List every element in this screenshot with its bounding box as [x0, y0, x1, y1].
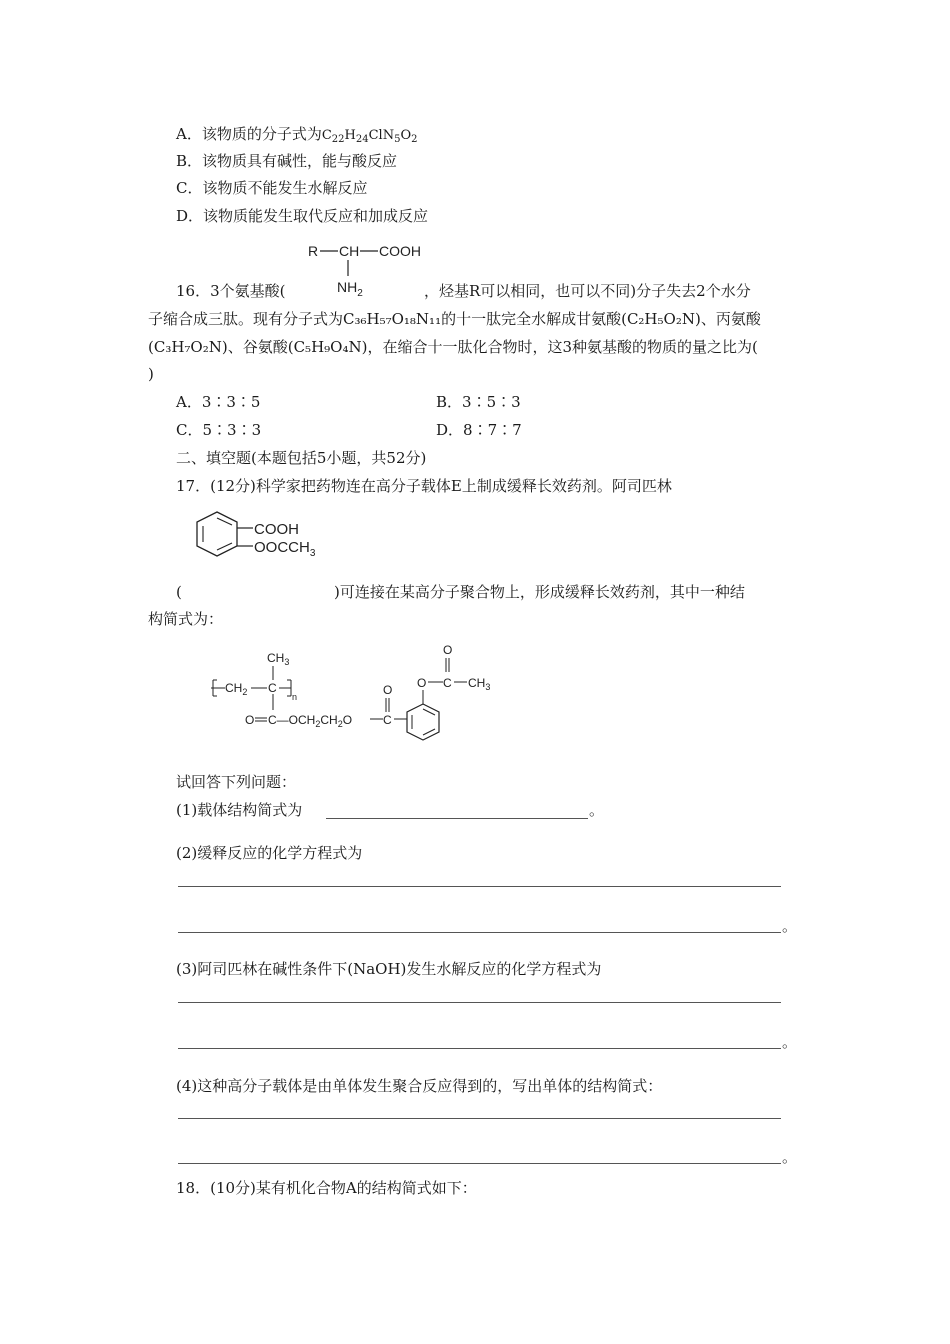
- polymer-ester: $C—OCH_2CH_2O$: [268, 713, 353, 729]
- amino-acid-r: R: [308, 243, 319, 259]
- q17-sub4-label: (4)这种高分子载体是由单体发生聚合反应得到的，写出单体的结构简式：: [176, 1077, 663, 1095]
- aspirin-oocch3: $OOCCH_3$: [254, 539, 316, 559]
- polymer-acetyl-c: C: [443, 676, 452, 690]
- q17-sub1-answer-line[interactable]: [326, 818, 588, 819]
- q17-sub1-end: 。: [589, 801, 605, 819]
- polymer-ester-o: O: [245, 713, 255, 727]
- q17-prompt: 试回答下列问题：: [176, 773, 297, 791]
- amino-acid-cooh: COOH: [379, 243, 421, 259]
- q16-line3: (C₃H₇O₂N)、谷氨酸(C₅H₉O₄N)，在缩合十一肽化合物时，这3种氨基酸的物质的量之比为(: [148, 338, 758, 356]
- aspirin-structure: [195, 510, 335, 570]
- polymer-structure: [205, 640, 505, 760]
- q18-intro: 18．(10分)某有机化合物A的结构简式如下：: [176, 1179, 477, 1197]
- polymer-c-center: C: [268, 681, 277, 695]
- q16-option-a: A．3∶3∶5: [176, 393, 261, 411]
- polymer-n: n: [292, 692, 298, 702]
- q17-sub2-answer-line-1[interactable]: [178, 886, 781, 887]
- q17-sub3-end: 。: [782, 1033, 798, 1051]
- q15-option-d: D．该物质能发生取代反应和加成反应: [176, 207, 429, 225]
- q17-sub2-label: (2)缓释反应的化学方程式为: [176, 844, 363, 862]
- aspirin-cooh: COOH: [254, 521, 299, 538]
- q17-sub3-answer-line-2[interactable]: [178, 1048, 781, 1049]
- q16-option-d: D．8∶7∶7: [436, 421, 522, 439]
- q17-line3: 构简式为：: [148, 610, 224, 628]
- amino-acid-nh2: $NH_2$: [337, 279, 363, 299]
- q16-option-b: B．3∶5∶3: [436, 393, 521, 411]
- q17-intro: 17．(12分)科学家把药物连在高分子载体E上制成缓释长效药剂。阿司匹林: [176, 477, 672, 495]
- section-2-heading: 二、填空题(本题包括5小题，共52分): [176, 449, 427, 467]
- q15-option-a-text: A．该物质的分子式为: [176, 125, 322, 143]
- polymer-aryl-o: O: [417, 676, 427, 690]
- polymer-ch2-chain: $CH_2$: [225, 681, 248, 697]
- q17-sub3-answer-line-1[interactable]: [178, 1002, 781, 1003]
- amino-acid-ch: CH: [339, 243, 360, 259]
- polymer-acetyl-o: O: [443, 643, 453, 657]
- q17-sub3-label: (3)阿司匹林在碱性条件下(NaOH)发生水解反应的化学方程式为: [176, 960, 602, 978]
- q16-line2: 子缩合成三肽。现有分子式为C₃₆H₅₇O₁₈N₁₁的十一肽完全水解成甘氨酸(C₂H₅O₂N)、丙氨酸: [148, 310, 761, 328]
- q15-option-a-formula: $C_{22}H_{24}ClN_5O_2$: [321, 128, 418, 145]
- q15-option-a: [176, 124, 418, 150]
- amino-acid-structure: [300, 238, 430, 298]
- q17-sub1-label: (1)载体结构简式为: [176, 801, 303, 819]
- polymer-ch3-top: $CH_3$: [267, 651, 290, 667]
- q17-sub4-answer-line-2[interactable]: [178, 1163, 781, 1164]
- q17-sub2-end: 。: [782, 917, 798, 935]
- q17-line2-rest: )可连接在某高分子聚合物上，形成缓释长效药剂，其中一种结: [334, 583, 745, 601]
- q16-line1-suffix: ，烃基R可以相同，也可以不同)分子失去2个水分: [424, 282, 751, 300]
- q16-line4: ): [148, 365, 154, 383]
- q17-line2-open: (: [176, 583, 182, 601]
- q17-sub4-end: 。: [782, 1148, 798, 1166]
- q15-option-b: B．该物质具有碱性，能与酸反应: [176, 152, 398, 170]
- polymer-c-right: C: [383, 713, 392, 727]
- q16-option-c: C．5∶3∶3: [176, 421, 262, 439]
- q17-sub4-answer-line-1[interactable]: [178, 1118, 781, 1119]
- polymer-carbonyl-o: O: [383, 683, 393, 697]
- polymer-acetyl-ch3: $CH_3$: [468, 676, 491, 692]
- q17-sub2-answer-line-2[interactable]: [178, 932, 781, 933]
- q15-option-c: C．该物质不能发生水解反应: [176, 179, 368, 197]
- q16-line1-prefix: 16．3个氨基酸(: [176, 282, 286, 300]
